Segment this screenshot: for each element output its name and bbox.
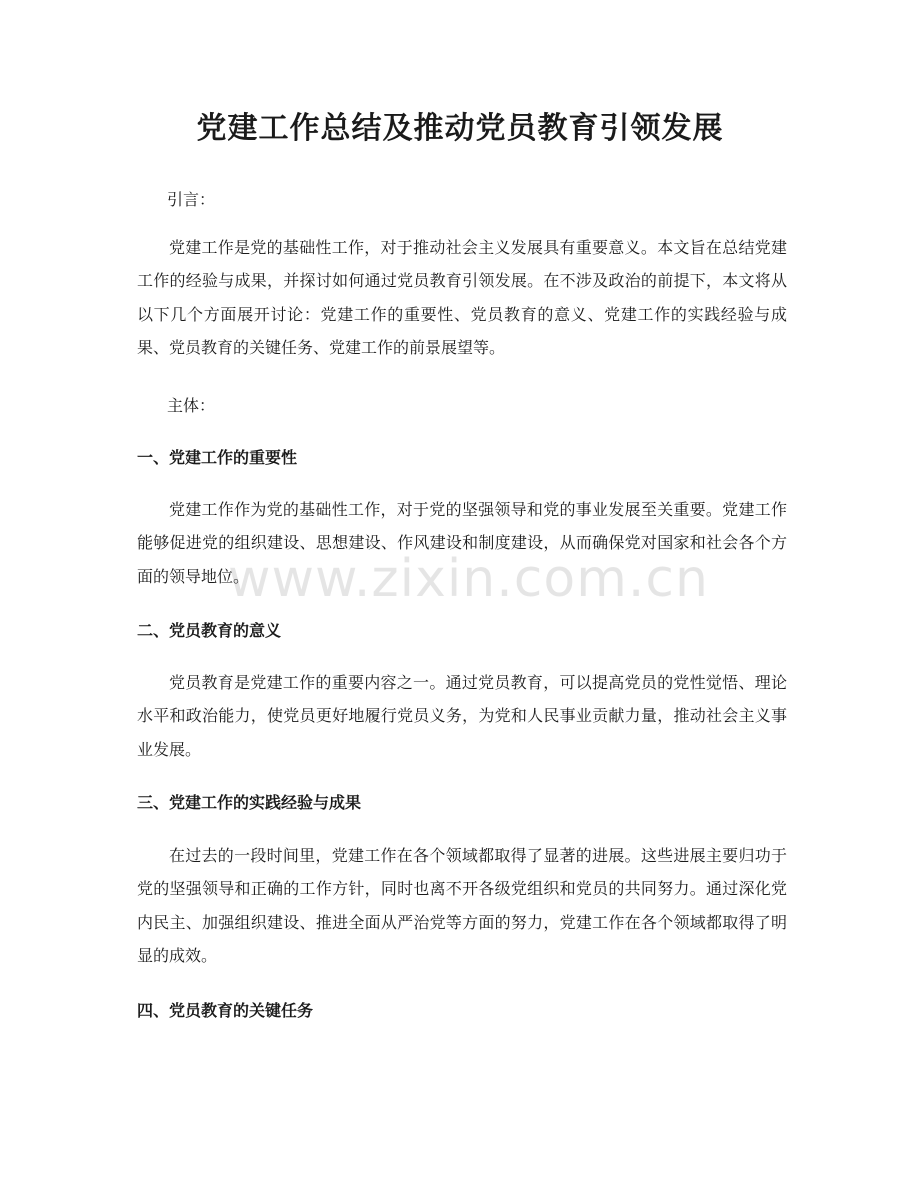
body-label: 主体：: [167, 396, 216, 415]
section-heading-3: 三、党建工作的实践经验与成果: [137, 793, 362, 812]
section-heading-1: 一、党建工作的重要性: [137, 448, 298, 467]
section-paragraph-1: 党建工作作为党的基础性工作，对于党的坚强领导和党的事业发展至关重要。党建工作能够促进党的组织建设、思想建设、作风建设和制度建设，从而确保党对国家和社会各个方面的领导地位。: [137, 500, 787, 586]
document-title: 党建工作总结及推动党员教育引领发展: [196, 111, 724, 146]
section-heading-2: 二、党员教育的意义: [137, 621, 282, 640]
intro-paragraph: 党建工作是党的基础性工作，对于推动社会主义发展具有重要意义。本文旨在总结党建工作的经验与成果，并探讨如何通过党员教育引领发展。在不涉及政治的前提下，本文将从以下几个方面展开讨论：党建工作的重要性、党员教育的意义、党建工作的实践经验与成果、党员教育的关键任务、党建工作的前景展望等。: [137, 238, 787, 357]
watermark: www.zixin.com.cn: [228, 549, 709, 609]
intro-label: 引言：: [167, 190, 216, 209]
section-paragraph-2: 党员教育是党建工作的重要内容之一。通过党员教育，可以提高党员的党性觉悟、理论水平和政治能力，使党员更好地履行党员义务，为党和人民事业贡献力量，推动社会主义事业发展。: [137, 673, 787, 759]
section-heading-4: 四、党员教育的关键任务: [137, 1001, 314, 1020]
section-paragraph-3: 在过去的一段时间里，党建工作在各个领域都取得了显著的进展。这些进展主要归功于党的坚强领导和正确的工作方针，同时也离不开各级党组织和党员的共同努力。通过深化党内民主、加强组织建设、推进全面从严治党等方面的努力，党建工作在各个领域都取得了明显的成效。: [137, 846, 787, 965]
